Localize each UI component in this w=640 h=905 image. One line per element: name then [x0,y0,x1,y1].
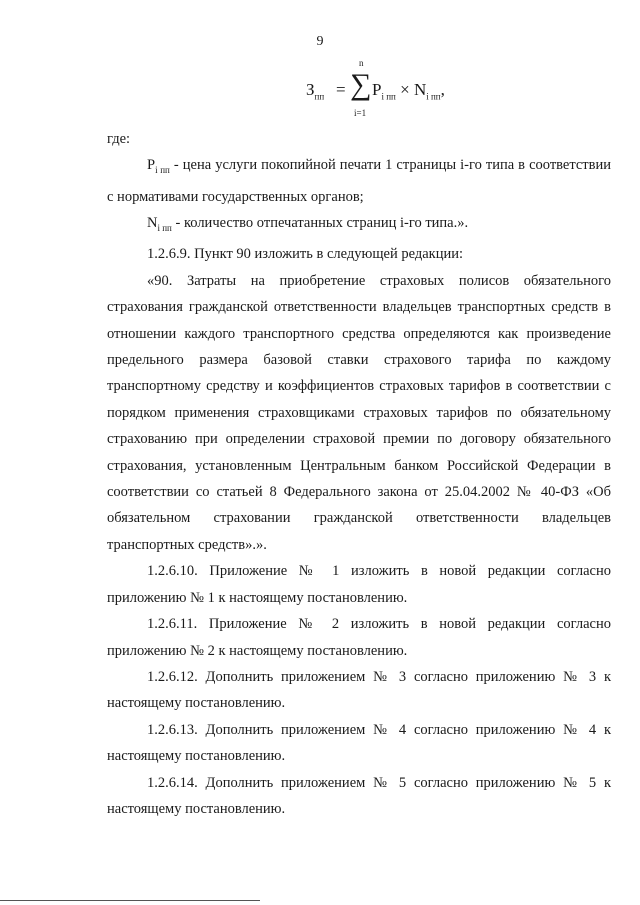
paragraph: «90. Затраты на приобретение страховых полисов обязательного страхования гражданской ответственности владельцев транспортных средств в отношении каждого транспортного средства определяются как произведение предельного размера базовой ставки страхового тарифа по каждому транспортному средству и коэффициентов страховых тарифов в соответствии с порядком применения страховщиками страховых тарифов по обязательному страхованию при определении страховой премии по договору обязательного страхования, установленным Центральным банком Российской Федерации в соответствии со статьей 8 Федерального закона от 25.04.2002 № 40-ФЗ «Об обязательном страховании гражданской ответственности владельцев транспортных средств».». [107,272,611,553]
footnote-rule [0,900,260,901]
formula-equals: = [336,80,346,99]
formula [300,58,470,126]
formula-sum-lower: i=1 [354,108,367,118]
paragraph: 1.2.6.10. Приложение № 1 изложить в новой редакции согласно приложению № 1 к настоящему постановлению. [107,563,611,606]
definition-n: $N_{i пп}$ - количество отпечатанных страниц i-го типа.». [147,215,469,233]
paragraph: 1.2.6.14. Дополнить приложением № 5 согласно приложению № 5 к настоящему постановлению. [107,774,611,817]
formula-sum-upper: n [359,58,364,68]
formula-term: $P_{i пп} \times N_{i пп}$, [372,80,445,102]
sum-sign-icon: ∑ [350,68,372,101]
paragraph: 1.2.6.13. Дополнить приложением № 4 согласно приложению № 4 к настоящему постановлению. [107,721,611,765]
definition-p: $P_{i пп}$ - цена услуги покопийной печати 1 страницы i-го типа в соответствии с нормативами государственных органов; [107,157,612,205]
paragraph: 1.2.6.9. Пункт 90 изложить в следующей редакции: [147,246,464,263]
formula-lhs: $З_{пп}$ [306,80,325,102]
page-number: 9 [316,34,324,49]
paragraph: 1.2.6.11. Приложение № 2 изложить в новой редакции согласно приложению № 2 к настоящему постановлению. [107,616,611,659]
where-label: где: [107,131,131,147]
document-body [107,124,611,822]
paragraph: 1.2.6.12. Дополнить приложением № 3 согласно приложению № 3 к настоящему постановлению. [107,668,611,712]
